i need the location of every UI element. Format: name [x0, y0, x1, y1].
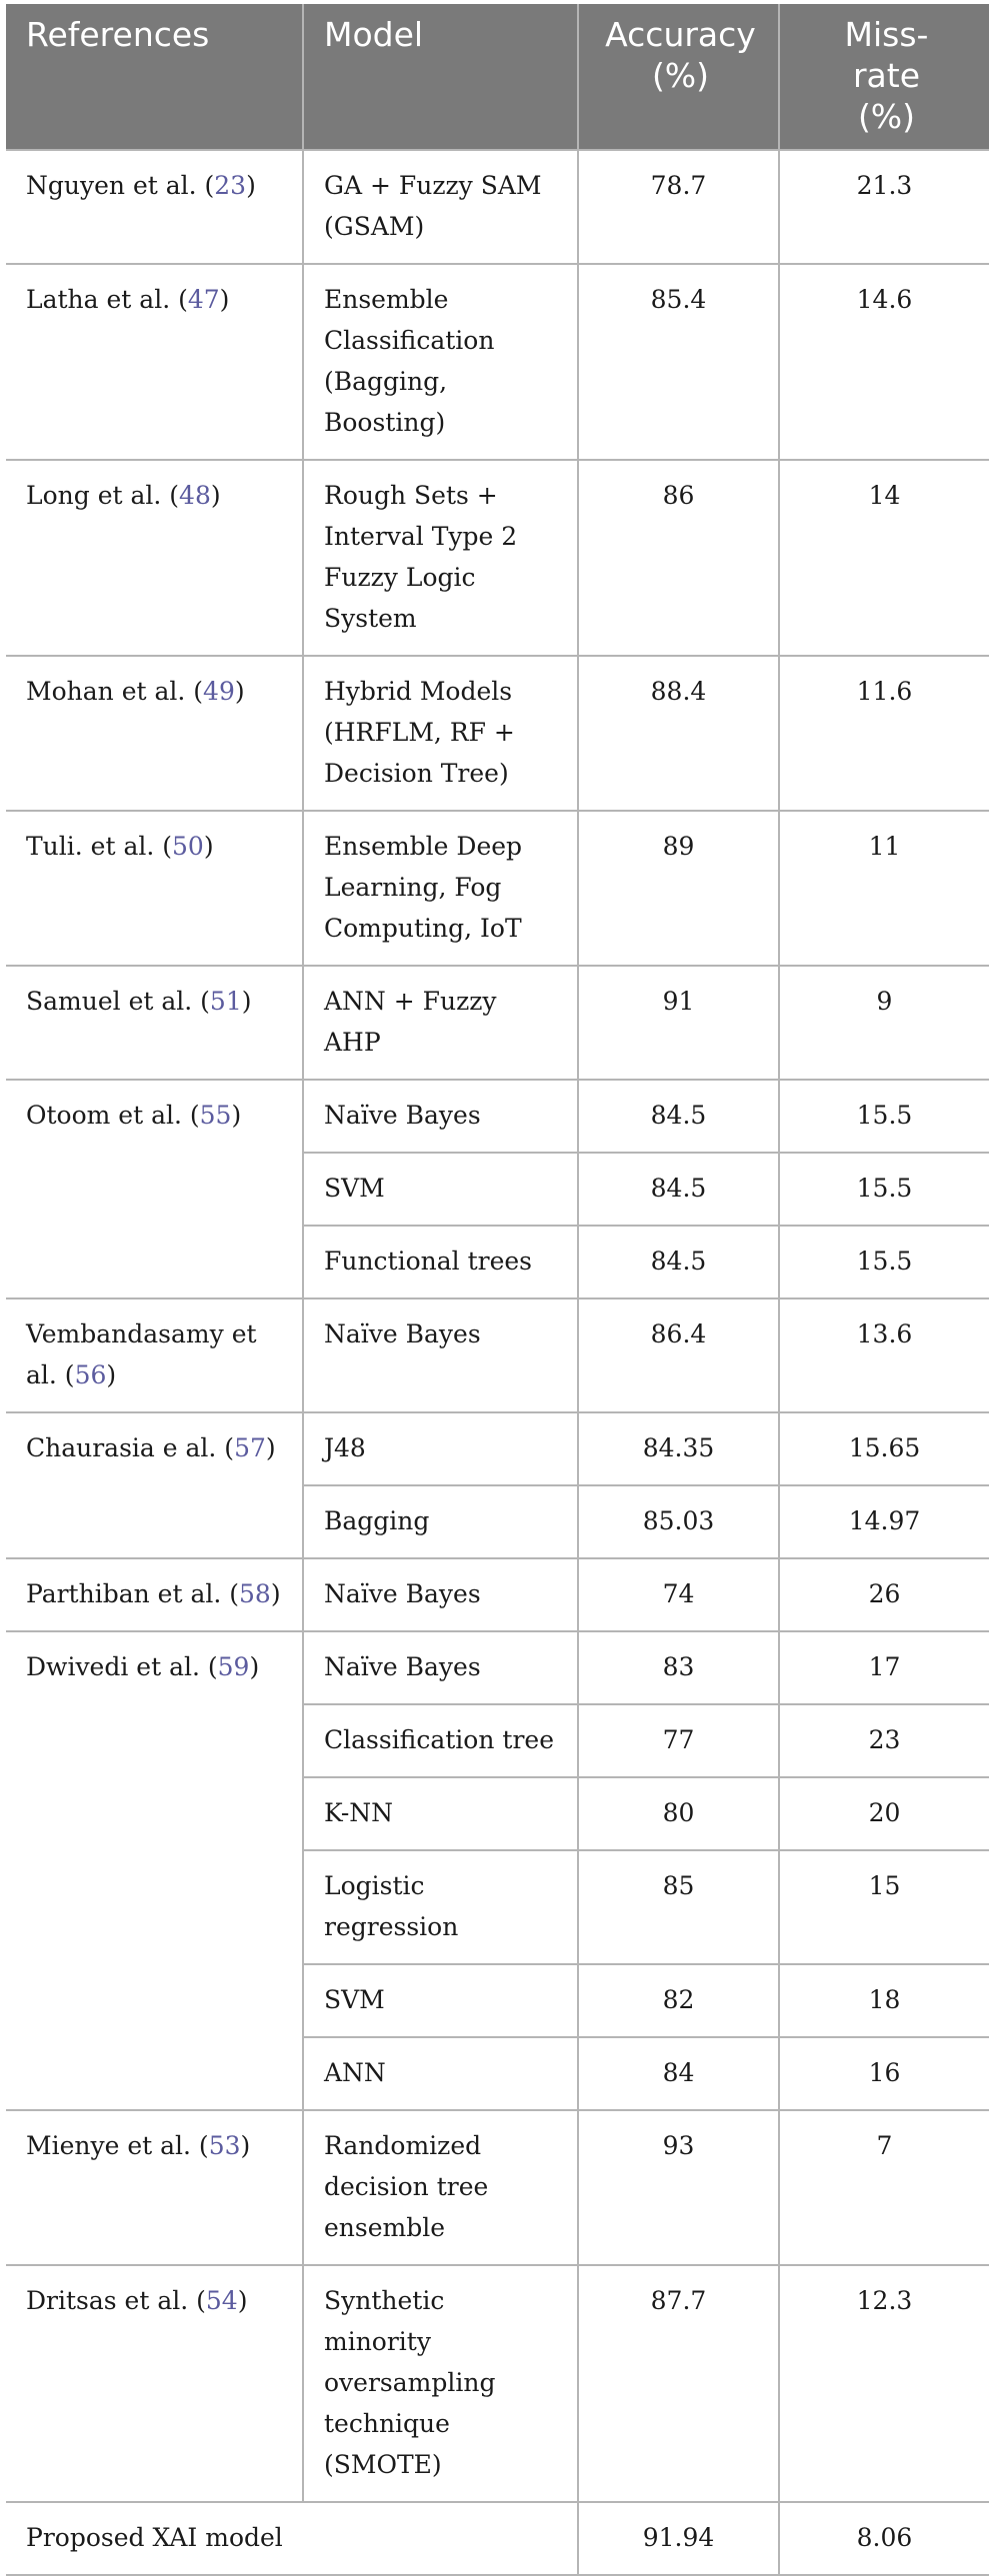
model-cell: Randomized decision tree ensemble	[303, 2110, 578, 2265]
reference-cell	[6, 656, 303, 811]
citation-close-paren: )	[249, 1652, 260, 1681]
table-row	[6, 1412, 989, 1485]
citation-close-paren: )	[203, 832, 214, 861]
model-cell: K-NN	[303, 1777, 578, 1850]
header-accuracy: Accuracy (%)	[578, 4, 779, 150]
reference-author: Chaurasia e al. (	[26, 1433, 235, 1462]
header-references: References	[6, 4, 303, 150]
missrate-cell: 17	[779, 1631, 989, 1704]
reference-author: Parthiban et al. (	[26, 1579, 239, 1608]
model-cell: Naïve Bayes	[303, 1080, 578, 1153]
reference-cell	[6, 2265, 303, 2502]
accuracy-cell: 80	[578, 1777, 779, 1850]
model-cell: ANN	[303, 2037, 578, 2110]
citation-link[interactable]: 56	[74, 1360, 107, 1389]
accuracy-cell: 87.7	[578, 2265, 779, 2502]
missrate-cell: 15.5	[779, 1080, 989, 1153]
citation-link[interactable]: 50	[172, 832, 204, 861]
reference-author: Dwivedi et al. (	[26, 1652, 218, 1681]
reference-cell	[6, 460, 303, 656]
missrate-cell: 26	[779, 1558, 989, 1631]
citation-link[interactable]: 47	[187, 285, 220, 314]
missrate-cell: 8.06	[779, 2502, 989, 2575]
citation-link[interactable]: 59	[217, 1652, 250, 1681]
missrate-cell: 21.3	[779, 150, 989, 264]
missrate-cell: 7	[779, 2110, 989, 2265]
citation-link[interactable]: 53	[208, 2131, 241, 2160]
citation-close-paren: )	[234, 677, 245, 706]
model-cell: Ensemble Deep Learning, Fog Computing, IoT	[303, 811, 578, 966]
citation-close-paren: )	[219, 285, 230, 314]
reference-cell	[6, 264, 303, 460]
missrate-cell: 11.6	[779, 656, 989, 811]
table-row	[6, 150, 989, 264]
reference-author: Vembandasamy et al. (	[26, 1319, 257, 1389]
missrate-cell: 20	[779, 1777, 989, 1850]
reference-author: Otoom et al. (	[26, 1101, 200, 1130]
missrate-cell: 23	[779, 1704, 989, 1777]
missrate-cell: 15.5	[779, 1153, 989, 1226]
citation-close-paren: )	[270, 1579, 281, 1608]
citation-link[interactable]: 55	[199, 1101, 232, 1130]
header-row	[6, 4, 989, 150]
table-row	[6, 1631, 989, 1704]
proposed-model-label: Proposed XAI model	[6, 2502, 578, 2575]
table-row	[6, 2110, 989, 2265]
reference-author: Mienye et al. (	[26, 2131, 209, 2160]
accuracy-cell: 85.4	[578, 264, 779, 460]
missrate-cell: 15	[779, 1850, 989, 1964]
model-cell: Functional trees	[303, 1226, 578, 1298]
citation-link[interactable]: 48	[179, 481, 211, 510]
reference-cell	[6, 811, 303, 966]
model-cell: Hybrid Models (HRFLM, RF + Decision Tree)	[303, 656, 578, 811]
reference-cell	[6, 1631, 303, 2110]
table-row	[6, 811, 989, 966]
citation-link[interactable]: 49	[203, 677, 235, 706]
missrate-cell: 15.65	[779, 1412, 989, 1485]
citation-close-paren: )	[246, 171, 256, 200]
accuracy-cell: 84.35	[578, 1412, 779, 1485]
citation-link[interactable]: 23	[214, 171, 247, 200]
accuracy-cell: 91.94	[578, 2502, 779, 2575]
accuracy-cell: 78.7	[578, 150, 779, 264]
reference-author: Mohan et al. (	[26, 677, 204, 706]
table-row	[6, 460, 989, 656]
table-row	[6, 2265, 989, 2502]
missrate-cell: 18	[779, 1964, 989, 2037]
model-cell: ANN + Fuzzy AHP	[303, 966, 578, 1080]
table-row	[6, 966, 989, 1080]
reference-author: Tuli. et al. (	[26, 832, 172, 861]
accuracy-cell: 83	[578, 1631, 779, 1704]
accuracy-cell: 84.5	[578, 1153, 779, 1226]
reference-cell	[6, 2110, 303, 2265]
model-cell: SVM	[303, 1153, 578, 1226]
model-cell: J48	[303, 1412, 578, 1485]
header-model: Model	[303, 4, 578, 150]
accuracy-cell: 82	[578, 1964, 779, 2037]
model-cell: Logistic regression	[303, 1850, 578, 1964]
accuracy-cell: 89	[578, 811, 779, 966]
citation-close-paren: )	[231, 1101, 242, 1130]
reference-cell	[6, 1080, 303, 1298]
reference-author: Long et al. (	[26, 481, 180, 510]
table-row	[6, 1558, 989, 1631]
missrate-cell: 9	[779, 966, 989, 1080]
model-cell: Naïve Bayes	[303, 1631, 578, 1704]
accuracy-cell: 85.03	[578, 1485, 779, 1558]
reference-cell	[6, 1558, 303, 1631]
missrate-cell: 13.6	[779, 1298, 989, 1412]
reference-cell	[6, 966, 303, 1080]
missrate-cell: 16	[779, 2037, 989, 2110]
missrate-cell: 15.5	[779, 1226, 989, 1298]
citation-close-paren: )	[210, 481, 221, 510]
citation-link[interactable]: 51	[209, 987, 242, 1016]
reference-cell	[6, 1298, 303, 1412]
reference-author: Samuel et al. (	[26, 987, 210, 1016]
missrate-cell: 14.97	[779, 1485, 989, 1558]
reference-cell	[6, 150, 303, 264]
header-missrate: Miss- rate (%)	[779, 4, 989, 150]
accuracy-cell: 86	[578, 460, 779, 656]
citation-close-paren: )	[106, 1360, 117, 1389]
citation-link[interactable]: 57	[234, 1433, 266, 1462]
model-cell: Ensemble Classification (Bagging, Boosting)	[303, 264, 578, 460]
accuracy-cell: 74	[578, 1558, 779, 1631]
model-cell: SVM	[303, 1964, 578, 2037]
accuracy-cell: 85	[578, 1850, 779, 1964]
proposed-model-row	[6, 2502, 989, 2575]
model-cell: Naïve Bayes	[303, 1298, 578, 1412]
accuracy-cell: 93	[578, 2110, 779, 2265]
accuracy-cell: 84.5	[578, 1226, 779, 1298]
comparison-table	[6, 4, 989, 2576]
table-body	[6, 150, 989, 2575]
table-row	[6, 656, 989, 811]
missrate-cell: 14	[779, 460, 989, 656]
reference-author: Dritsas et al. (	[26, 2286, 206, 2315]
model-cell: Synthetic minority oversampling technique (SMOTE)	[303, 2265, 578, 2502]
comparison-table-container	[6, 4, 989, 2576]
citation-close-paren: )	[240, 2131, 251, 2160]
accuracy-cell: 91	[578, 966, 779, 1080]
table-row	[6, 264, 989, 460]
accuracy-cell: 84	[578, 2037, 779, 2110]
model-cell: Naïve Bayes	[303, 1558, 578, 1631]
accuracy-cell: 88.4	[578, 656, 779, 811]
model-cell: Rough Sets + Interval Type 2 Fuzzy Logic System	[303, 460, 578, 656]
accuracy-cell: 77	[578, 1704, 779, 1777]
missrate-cell: 12.3	[779, 2265, 989, 2502]
citation-close-paren: )	[237, 2286, 248, 2315]
citation-link[interactable]: 58	[239, 1579, 271, 1608]
accuracy-cell: 84.5	[578, 1080, 779, 1153]
reference-cell	[6, 1412, 303, 1558]
citation-link[interactable]: 54	[205, 2286, 238, 2315]
missrate-cell: 14.6	[779, 264, 989, 460]
missrate-cell: 11	[779, 811, 989, 966]
citation-close-paren: )	[265, 1433, 276, 1462]
reference-author: Latha et al. (	[26, 285, 188, 314]
model-cell: GA + Fuzzy SAM (GSAM)	[303, 150, 578, 264]
table-row	[6, 1080, 989, 1153]
reference-author: Nguyen et al. (	[26, 171, 215, 200]
model-cell: Classification tree	[303, 1704, 578, 1777]
citation-close-paren: )	[241, 987, 252, 1016]
model-cell: Bagging	[303, 1485, 578, 1558]
accuracy-cell: 86.4	[578, 1298, 779, 1412]
table-row	[6, 1298, 989, 1412]
